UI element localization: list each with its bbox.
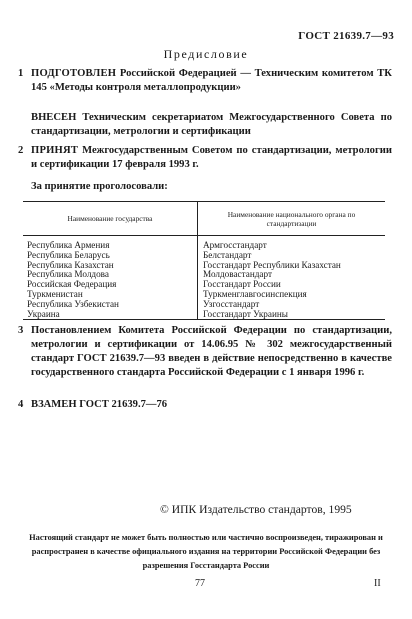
bodies-column xyxy=(203,241,341,319)
page-title: Предисловие xyxy=(163,47,249,61)
table-cell-body: Узгосстандарт xyxy=(203,298,260,309)
table-cell-state: Республика Узбекистан xyxy=(27,298,119,309)
table-cell-body: Госстандарт Республики Казахстан xyxy=(203,259,341,270)
table-cell-body: Армгосстандарт xyxy=(203,240,267,250)
foreword-item-2 xyxy=(18,144,392,172)
foreword-item-4 xyxy=(18,398,392,412)
table-cell-body: Госстандарт Украины xyxy=(203,308,288,319)
table-cell-state: Украина xyxy=(27,308,60,319)
voting-table xyxy=(23,201,385,320)
foreword-item-1-submitted xyxy=(31,111,392,139)
states-column xyxy=(27,241,119,319)
page-number-roman: II xyxy=(374,578,381,589)
item-text: Российской Федерацией — Техническим комитетом ТК 145 «Методы контроля металлопродукции» xyxy=(31,68,392,93)
item-number: 2 xyxy=(18,145,24,156)
item-number: 3 xyxy=(18,325,24,336)
table-header-state: Наименование государства xyxy=(67,214,153,223)
item-lead: ПОДГОТОВЛЕН xyxy=(31,68,117,79)
table-header-body: Наименование национального органа по стандартизации xyxy=(227,209,356,228)
item-text: ВЗАМЕН ГОСТ 21639.7—76 xyxy=(31,399,168,410)
item-number: 1 xyxy=(18,68,24,79)
copyright: © ИПК Издательство стандартов, 1995 xyxy=(160,503,352,516)
table-cell-state: Республика Беларусь xyxy=(27,249,110,260)
page-number: 77 xyxy=(195,578,205,589)
foreword-item-3 xyxy=(18,324,392,380)
table-cell-state: Республика Молдова xyxy=(27,269,109,280)
item-lead: ПРИНЯТ xyxy=(31,145,79,156)
table-cell-body: Туркменглавгосинспекция xyxy=(203,288,307,299)
table-cell-state: Туркменистан xyxy=(27,288,83,299)
item-text: Межгосударственным Советом по стандартизации, метрологии и сертификации 17 февраля 1993 г. xyxy=(31,145,392,170)
item-number: 4 xyxy=(18,399,24,410)
table-cell-body: Белстандарт xyxy=(203,249,252,260)
table-cell-state: Республика Казахстан xyxy=(27,259,114,270)
table-cell-state: Республика Армения xyxy=(27,240,110,250)
voted-label: За принятие проголосовали: xyxy=(31,181,168,192)
document-code: ГОСТ 21639.7—93 xyxy=(298,30,394,42)
table-cell-body: Молдовастандарт xyxy=(203,269,272,280)
reproduction-notice: Настоящий стандарт не может быть полностью или частично воспроизведен, тиражирован и распространен в качестве официального издания на территории Российской Федерации без разрешения Госстандарта России xyxy=(29,533,383,570)
table-cell-body: Госстандарт России xyxy=(203,279,281,290)
table-cell-state: Российская Федерация xyxy=(27,279,117,290)
table-header-divider xyxy=(23,235,385,236)
foreword-item-1 xyxy=(18,67,392,95)
item-lead: ВНЕСЕН xyxy=(31,112,77,123)
item-text: Техническим секретариатом Межгосударственного Совета по стандартизации, метрологии и сертификации xyxy=(31,112,392,137)
item-text: Постановлением Комитета Российской Федерации по стандартизации, метрологии и сертификации от 14.06.95 № 302 межгосударственный стандарт ГОСТ 21639.7—93 введен в действие непосредственно в качестве государственного стандарта Российской Федерации с 1 января 1996 г. xyxy=(31,325,392,378)
